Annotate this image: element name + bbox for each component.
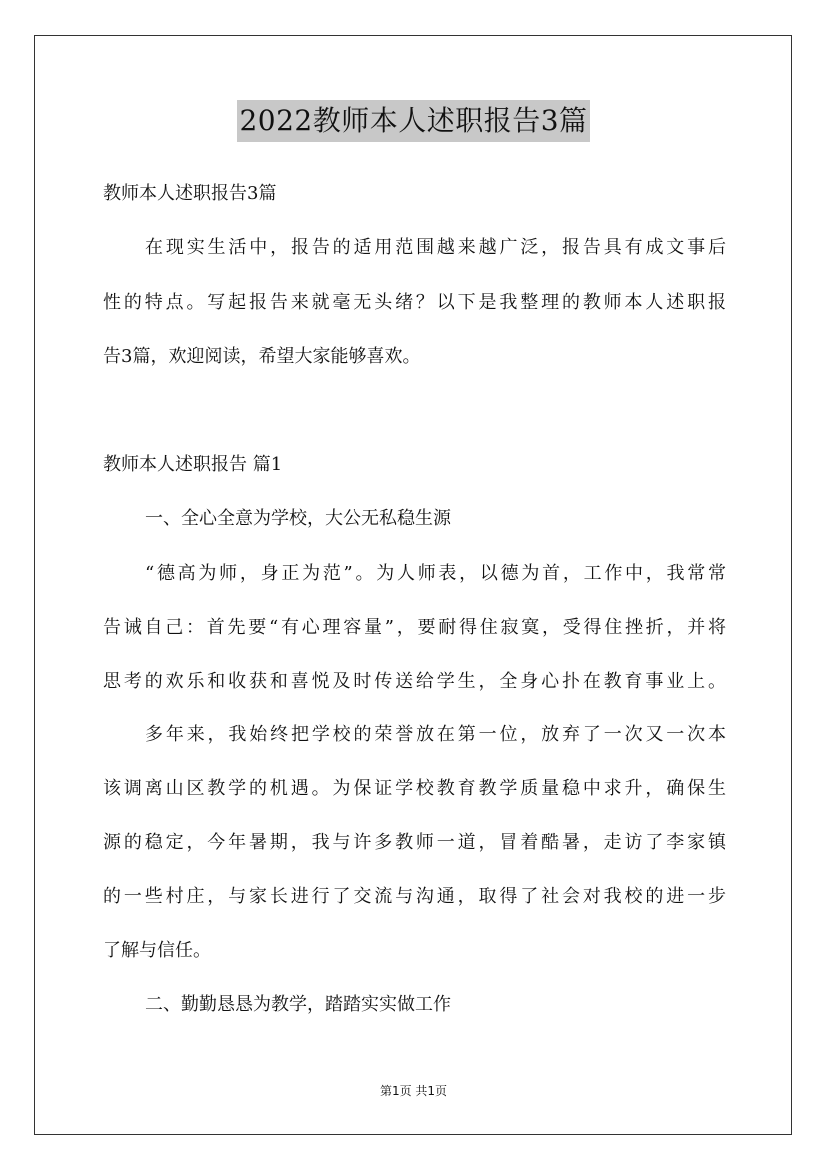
intro-line-3: 告3篇，欢迎阅读，希望大家能够喜欢。 xyxy=(103,346,421,367)
para1-line-3: 思考的欢乐和收获和喜悦及时传送给学生，全身心扑在教育事业上。 xyxy=(103,671,726,692)
para1-line-1: “德高为师，身正为范”。为人师表，以德为首，工作中，我常常 xyxy=(145,563,726,584)
part-one-heading: 一、全心全意为学校，大公无私稳生源 xyxy=(145,508,451,529)
para2-line-4: 的一些村庄，与家长进行了交流与沟通，取得了社会对我校的进一步 xyxy=(103,886,726,907)
section-heading: 教师本人述职报告 篇1 xyxy=(103,454,283,475)
para1-line-2: 告诫自己：首先要“有心理容量”，要耐得住寂寞，受得住挫折，并将 xyxy=(103,617,726,638)
intro-line-1: 在现实生活中，报告的适用范围越来越广泛，报告具有成文事后 xyxy=(145,237,726,258)
intro-line-2: 性的特点。写起报告来就毫无头绪？以下是我整理的教师本人述职报 xyxy=(103,292,726,313)
document-subtitle: 教师本人述职报告3篇 xyxy=(103,183,277,204)
para2-line-5: 了解与信任。 xyxy=(103,940,211,961)
para2-line-1: 多年来，我始终把学校的荣誉放在第一位，放弃了一次又一次本 xyxy=(145,724,726,745)
title-container xyxy=(0,100,827,142)
document-title: 2022教师本人述职报告3篇 xyxy=(237,100,589,142)
part-two-heading: 二、勤勤恳恳为教学，踏踏实实做工作 xyxy=(145,994,451,1015)
para2-line-3: 源的稳定，今年暑期，我与许多教师一道，冒着酷暑，走访了李家镇 xyxy=(103,832,726,853)
para2-line-2: 该调离山区教学的机遇。为保证学校教育教学质量稳中求升，确保生 xyxy=(103,778,726,799)
page-number-footer: 第1页 共1页 xyxy=(379,1084,448,1098)
